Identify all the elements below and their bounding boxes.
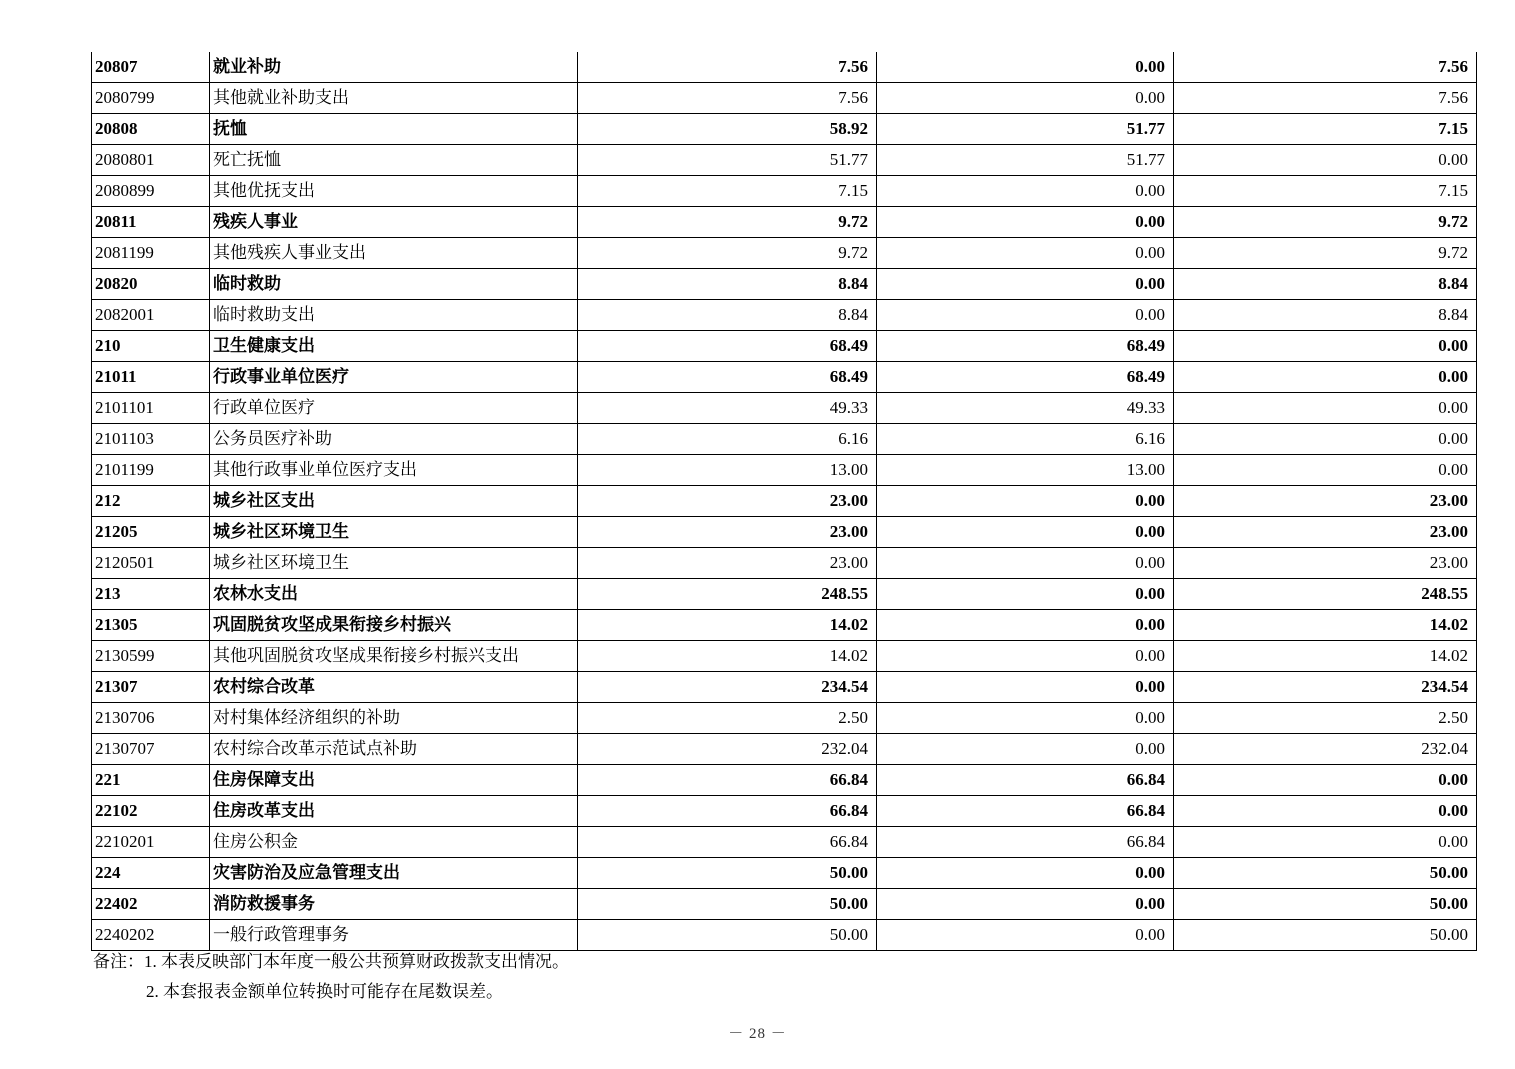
subject-code-cell: 2101103 [92, 424, 210, 455]
subject-name-cell: 农村综合改革 [210, 672, 578, 703]
subject-code-cell: 2210201 [92, 827, 210, 858]
total-amount-cell: 23.00 [578, 548, 877, 579]
project-expenditure-cell: 23.00 [1174, 548, 1477, 579]
table-row [92, 331, 1477, 362]
subject-code-cell: 2240202 [92, 920, 210, 951]
subject-name-cell: 城乡社区支出 [210, 486, 578, 517]
total-amount-cell: 51.77 [578, 145, 877, 176]
subject-name-cell: 巩固脱贫攻坚成果衔接乡村振兴 [210, 610, 578, 641]
project-expenditure-cell: 14.02 [1174, 610, 1477, 641]
total-amount-cell: 232.04 [578, 734, 877, 765]
total-amount-cell: 50.00 [578, 920, 877, 951]
table-row [92, 300, 1477, 331]
subject-code-cell: 21205 [92, 517, 210, 548]
total-amount-cell: 23.00 [578, 486, 877, 517]
table-row [92, 424, 1477, 455]
total-amount-cell: 68.49 [578, 362, 877, 393]
subject-code-cell: 2130707 [92, 734, 210, 765]
subject-code-cell: 2101199 [92, 455, 210, 486]
subject-name-cell: 死亡抚恤 [210, 145, 578, 176]
subject-code-cell: 2080801 [92, 145, 210, 176]
project-expenditure-cell: 0.00 [1174, 827, 1477, 858]
table-row [92, 579, 1477, 610]
total-amount-cell: 66.84 [578, 765, 877, 796]
subject-name-cell: 其他优抚支出 [210, 176, 578, 207]
project-expenditure-cell: 0.00 [1174, 765, 1477, 796]
basic-expenditure-cell: 0.00 [877, 889, 1174, 920]
table-row [92, 393, 1477, 424]
basic-expenditure-cell: 0.00 [877, 579, 1174, 610]
basic-expenditure-cell: 0.00 [877, 176, 1174, 207]
project-expenditure-cell: 9.72 [1174, 207, 1477, 238]
table-row [92, 517, 1477, 548]
subject-code-cell: 21011 [92, 362, 210, 393]
basic-expenditure-cell: 0.00 [877, 548, 1174, 579]
total-amount-cell: 50.00 [578, 889, 877, 920]
subject-code-cell: 2130706 [92, 703, 210, 734]
project-expenditure-cell: 23.00 [1174, 486, 1477, 517]
project-expenditure-cell: 0.00 [1174, 145, 1477, 176]
table-row [92, 455, 1477, 486]
basic-expenditure-cell: 0.00 [877, 52, 1174, 83]
total-amount-cell: 6.16 [578, 424, 877, 455]
basic-expenditure-cell: 68.49 [877, 331, 1174, 362]
project-expenditure-cell: 7.15 [1174, 114, 1477, 145]
table-row [92, 486, 1477, 517]
subject-code-cell: 224 [92, 858, 210, 889]
project-expenditure-cell: 0.00 [1174, 393, 1477, 424]
table-row [92, 858, 1477, 889]
project-expenditure-cell: 232.04 [1174, 734, 1477, 765]
subject-code-cell: 22102 [92, 796, 210, 827]
subject-name-cell: 对村集体经济组织的补助 [210, 703, 578, 734]
total-amount-cell: 49.33 [578, 393, 877, 424]
subject-code-cell: 212 [92, 486, 210, 517]
subject-name-cell: 行政事业单位医疗 [210, 362, 578, 393]
table-row [92, 889, 1477, 920]
subject-code-cell: 2080899 [92, 176, 210, 207]
project-expenditure-cell: 0.00 [1174, 796, 1477, 827]
basic-expenditure-cell: 66.84 [877, 796, 1174, 827]
total-amount-cell: 7.56 [578, 83, 877, 114]
subject-code-cell: 21305 [92, 610, 210, 641]
table-row [92, 269, 1477, 300]
project-expenditure-cell: 0.00 [1174, 424, 1477, 455]
project-expenditure-cell: 234.54 [1174, 672, 1477, 703]
basic-expenditure-cell: 51.77 [877, 114, 1174, 145]
project-expenditure-cell: 50.00 [1174, 858, 1477, 889]
subject-code-cell: 22402 [92, 889, 210, 920]
table-row [92, 827, 1477, 858]
total-amount-cell: 7.15 [578, 176, 877, 207]
basic-expenditure-cell: 0.00 [877, 238, 1174, 269]
table-row [92, 610, 1477, 641]
subject-code-cell: 221 [92, 765, 210, 796]
table-notes [93, 947, 569, 1007]
table-row [92, 83, 1477, 114]
total-amount-cell: 68.49 [578, 331, 877, 362]
table-row [92, 362, 1477, 393]
total-amount-cell: 50.00 [578, 858, 877, 889]
subject-name-cell: 临时救助支出 [210, 300, 578, 331]
table-row [92, 703, 1477, 734]
note-line-2: 2. 本套报表金额单位转换时可能存在尾数误差。 [146, 982, 503, 1001]
table-row [92, 114, 1477, 145]
project-expenditure-cell: 0.00 [1174, 331, 1477, 362]
subject-code-cell: 21307 [92, 672, 210, 703]
subject-name-cell: 其他行政事业单位医疗支出 [210, 455, 578, 486]
subject-code-cell: 2082001 [92, 300, 210, 331]
total-amount-cell: 2.50 [578, 703, 877, 734]
basic-expenditure-cell: 0.00 [877, 920, 1174, 951]
table-row [92, 734, 1477, 765]
subject-name-cell: 公务员医疗补助 [210, 424, 578, 455]
project-expenditure-cell: 8.84 [1174, 269, 1477, 300]
basic-expenditure-cell: 0.00 [877, 734, 1174, 765]
total-amount-cell: 13.00 [578, 455, 877, 486]
project-expenditure-cell: 7.15 [1174, 176, 1477, 207]
table-body [92, 52, 1477, 951]
subject-name-cell: 其他残疾人事业支出 [210, 238, 578, 269]
subject-name-cell: 城乡社区环境卫生 [210, 548, 578, 579]
basic-expenditure-cell: 6.16 [877, 424, 1174, 455]
total-amount-cell: 234.54 [578, 672, 877, 703]
subject-name-cell: 消防救援事务 [210, 889, 578, 920]
note-line-1: 备注：1. 本表反映部门本年度一般公共预算财政拨款支出情况。 [93, 952, 569, 971]
subject-code-cell: 2101101 [92, 393, 210, 424]
table-row [92, 207, 1477, 238]
basic-expenditure-cell: 0.00 [877, 610, 1174, 641]
subject-code-cell: 2081199 [92, 238, 210, 269]
basic-expenditure-cell: 0.00 [877, 83, 1174, 114]
project-expenditure-cell: 9.72 [1174, 238, 1477, 269]
subject-name-cell: 农村综合改革示范试点补助 [210, 734, 578, 765]
project-expenditure-cell: 7.56 [1174, 83, 1477, 114]
total-amount-cell: 23.00 [578, 517, 877, 548]
subject-name-cell: 其他巩固脱贫攻坚成果衔接乡村振兴支出 [210, 641, 578, 672]
total-amount-cell: 9.72 [578, 238, 877, 269]
basic-expenditure-cell: 0.00 [877, 269, 1174, 300]
basic-expenditure-cell: 68.49 [877, 362, 1174, 393]
project-expenditure-cell: 23.00 [1174, 517, 1477, 548]
subject-code-cell: 213 [92, 579, 210, 610]
basic-expenditure-cell: 0.00 [877, 517, 1174, 548]
project-expenditure-cell: 50.00 [1174, 889, 1477, 920]
project-expenditure-cell: 0.00 [1174, 362, 1477, 393]
subject-name-cell: 其他就业补助支出 [210, 83, 578, 114]
subject-code-cell: 2130599 [92, 641, 210, 672]
subject-code-cell: 20820 [92, 269, 210, 300]
subject-name-cell: 灾害防治及应急管理支出 [210, 858, 578, 889]
subject-code-cell: 20807 [92, 52, 210, 83]
project-expenditure-cell: 14.02 [1174, 641, 1477, 672]
total-amount-cell: 14.02 [578, 641, 877, 672]
total-amount-cell: 8.84 [578, 269, 877, 300]
table-row [92, 145, 1477, 176]
basic-expenditure-cell: 51.77 [877, 145, 1174, 176]
subject-name-cell: 住房公积金 [210, 827, 578, 858]
subject-name-cell: 抚恤 [210, 114, 578, 145]
subject-name-cell: 行政单位医疗 [210, 393, 578, 424]
table-row [92, 920, 1477, 951]
total-amount-cell: 66.84 [578, 796, 877, 827]
total-amount-cell: 9.72 [578, 207, 877, 238]
subject-name-cell: 残疾人事业 [210, 207, 578, 238]
basic-expenditure-cell: 0.00 [877, 300, 1174, 331]
subject-code-cell: 2080799 [92, 83, 210, 114]
subject-name-cell: 住房改革支出 [210, 796, 578, 827]
basic-expenditure-cell: 0.00 [877, 703, 1174, 734]
table-row [92, 176, 1477, 207]
subject-code-cell: 20808 [92, 114, 210, 145]
page-number: － 28 － [728, 1026, 787, 1042]
subject-name-cell: 临时救助 [210, 269, 578, 300]
basic-expenditure-cell: 49.33 [877, 393, 1174, 424]
total-amount-cell: 248.55 [578, 579, 877, 610]
basic-expenditure-cell: 66.84 [877, 765, 1174, 796]
subject-name-cell: 一般行政管理事务 [210, 920, 578, 951]
table-row [92, 765, 1477, 796]
project-expenditure-cell: 8.84 [1174, 300, 1477, 331]
subject-name-cell: 农林水支出 [210, 579, 578, 610]
table-row [92, 238, 1477, 269]
basic-expenditure-cell: 13.00 [877, 455, 1174, 486]
basic-expenditure-cell: 66.84 [877, 827, 1174, 858]
subject-name-cell: 卫生健康支出 [210, 331, 578, 362]
basic-expenditure-cell: 0.00 [877, 207, 1174, 238]
table-row [92, 641, 1477, 672]
project-expenditure-cell: 50.00 [1174, 920, 1477, 951]
subject-name-cell: 住房保障支出 [210, 765, 578, 796]
basic-expenditure-cell: 0.00 [877, 486, 1174, 517]
total-amount-cell: 58.92 [578, 114, 877, 145]
total-amount-cell: 8.84 [578, 300, 877, 331]
table-row [92, 548, 1477, 579]
budget-expenditure-table [91, 52, 1477, 951]
project-expenditure-cell: 2.50 [1174, 703, 1477, 734]
subject-code-cell: 210 [92, 331, 210, 362]
subject-name-cell: 城乡社区环境卫生 [210, 517, 578, 548]
project-expenditure-cell: 7.56 [1174, 52, 1477, 83]
table-row [92, 796, 1477, 827]
project-expenditure-cell: 248.55 [1174, 579, 1477, 610]
subject-code-cell: 20811 [92, 207, 210, 238]
total-amount-cell: 7.56 [578, 52, 877, 83]
basic-expenditure-cell: 0.00 [877, 672, 1174, 703]
table-row [92, 52, 1477, 83]
total-amount-cell: 14.02 [578, 610, 877, 641]
subject-name-cell: 就业补助 [210, 52, 578, 83]
subject-code-cell: 2120501 [92, 548, 210, 579]
total-amount-cell: 66.84 [578, 827, 877, 858]
basic-expenditure-cell: 0.00 [877, 858, 1174, 889]
basic-expenditure-cell: 0.00 [877, 641, 1174, 672]
table-row [92, 672, 1477, 703]
project-expenditure-cell: 0.00 [1174, 455, 1477, 486]
